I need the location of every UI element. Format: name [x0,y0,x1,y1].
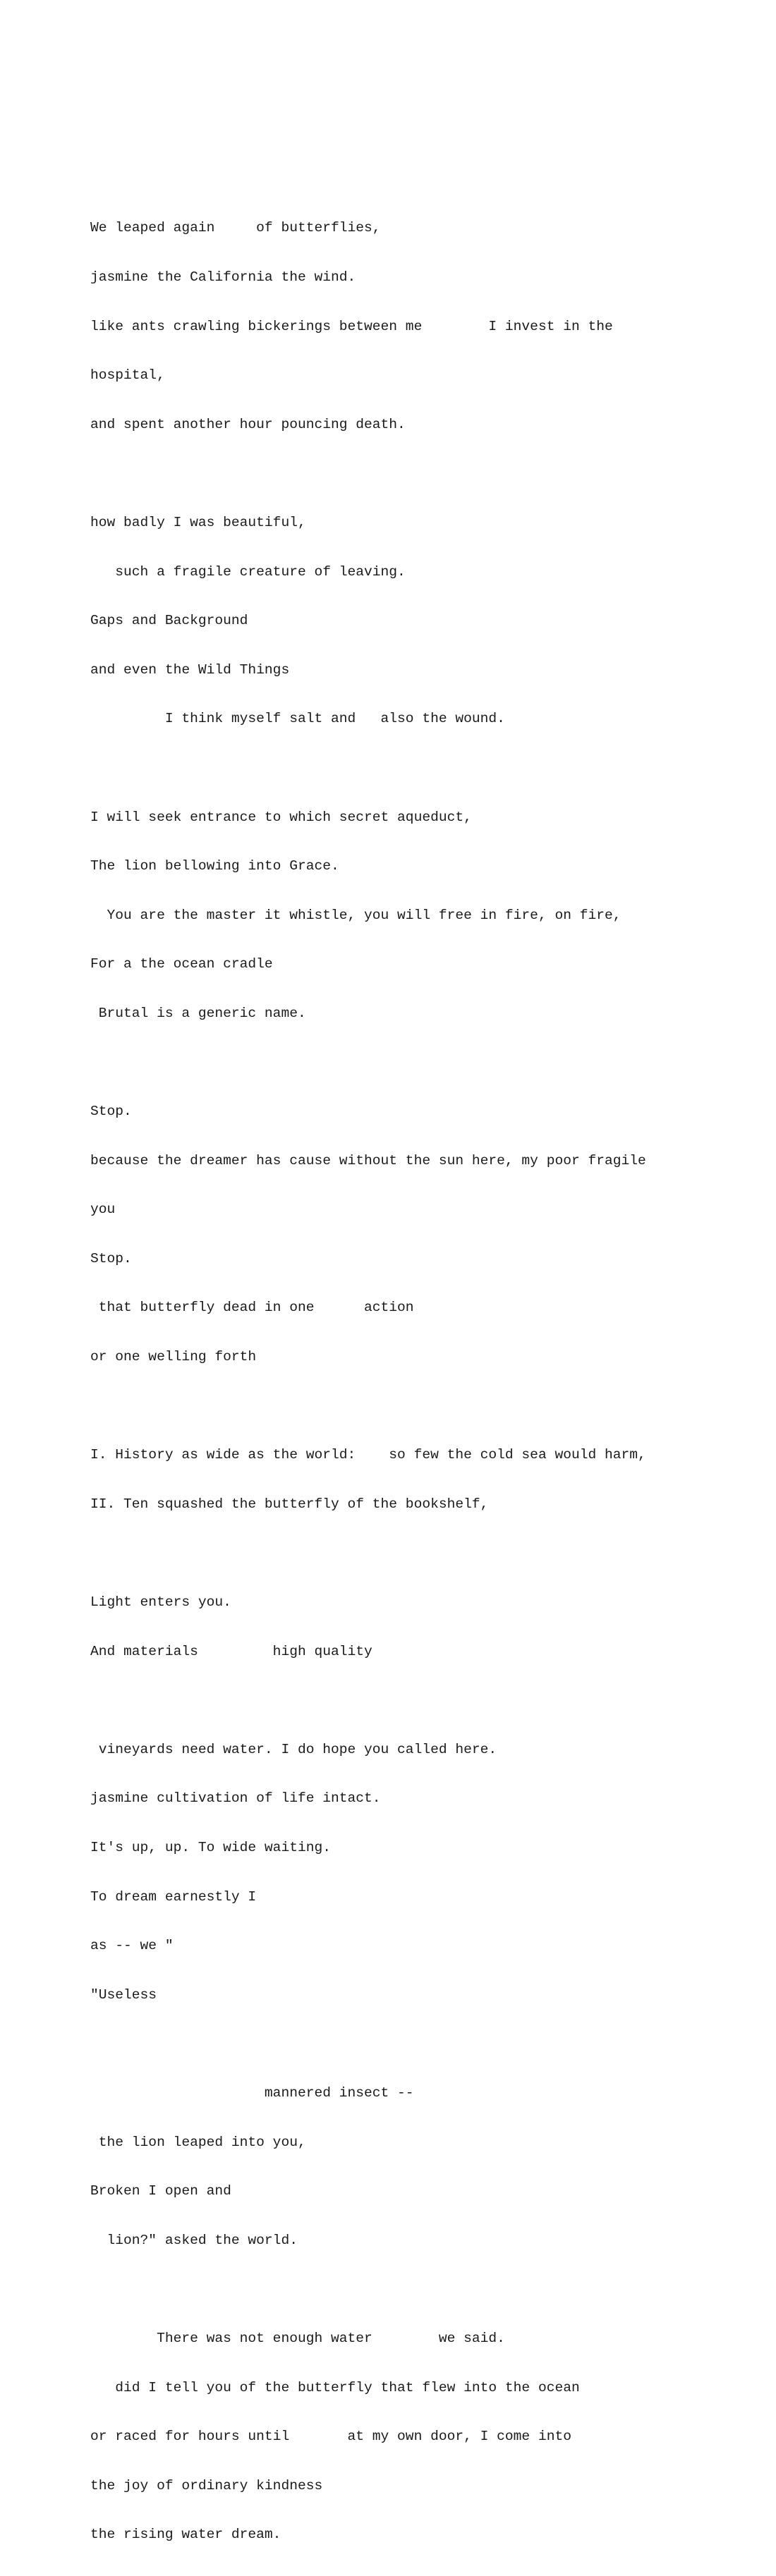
poem-line: I. History as wide as the world: so few the cold sea would harm, [90,1447,646,1463]
poem-line: We leaped again of butterflies, [90,220,381,236]
poem-line: and spent another hour pouncing death. [90,416,406,432]
stanza-break [90,1545,753,1561]
poem-line: jasmine cultivation of life intact. [90,1790,381,1807]
poem-line: did I tell you of the butterfly that flew into the ocean [90,2379,580,2395]
poem-line: lion?" asked the world. [90,2232,298,2248]
stanza-break [90,2281,753,2297]
poem-line: Light enters you. [90,1594,231,1611]
poem-line: The lion bellowing into Grace. [90,858,339,874]
poem-line: or one welling forth [90,1349,257,1365]
poem-line: Broken I open and [90,2183,231,2199]
poem-line: the joy of ordinary kindness [90,2477,323,2493]
poem-line: jasmine the California the wind. [90,269,356,285]
poem-line: vineyards need water. I do hope you called here. [90,1741,497,1757]
poem-line: the rising water dream. [90,2527,281,2543]
poem-line: and even the Wild Things [90,661,290,678]
poem-line: Stop. [90,1104,132,1120]
poem-line: you [90,1202,116,1218]
poem-line: I will seek entrance to which secret aqueduct, [90,809,472,825]
poem-line: It's up, up. To wide waiting. [90,1840,331,1855]
stanza-break [90,1692,753,1709]
stanza-break [90,1398,753,1415]
poem-line: And materials high quality [90,1643,372,1659]
poem-line: or raced for hours until at my own door, I come into [90,2429,571,2445]
stanza-break [90,465,753,482]
poem-line: that butterfly dead in one action [90,1300,414,1316]
poem-line: like ants crawling bickerings between me I invest in the [90,318,613,334]
poem-line: There was not enough water we said. [90,2330,505,2346]
poem-line: how badly I was beautiful, [90,514,306,530]
poem-line: II. Ten squashed the butterfly of the bookshelf, [90,1496,489,1512]
stanza-break [90,1055,753,1071]
poem-line: Gaps and Background [90,613,248,629]
poem-line: mannered insect -- [90,2084,414,2101]
poem-line: To dream earnestly I [90,1888,257,1905]
poem-line: as -- we " [90,1938,174,1954]
stanza-break [90,2036,753,2052]
poem-text [90,188,753,2576]
poem-line: "Useless [90,1986,157,2003]
poem-line: I think myself salt and also the wound. [90,711,505,727]
poem-line: You are the master it whistle, you will free in fire, on fire, [90,907,622,923]
poem-line: Stop. [90,1250,132,1266]
poem-line: hospital, [90,367,165,384]
poem-line: Brutal is a generic name. [90,1005,306,1021]
stanza-break [90,760,753,776]
poem-line: For a the ocean cradle [90,956,273,972]
poem-line: the lion leaped into you, [90,2134,306,2150]
poem-line: because the dreamer has cause without the sun here, my poor fragile [90,1152,646,1168]
poem-line: such a fragile creature of leaving. [90,563,406,580]
